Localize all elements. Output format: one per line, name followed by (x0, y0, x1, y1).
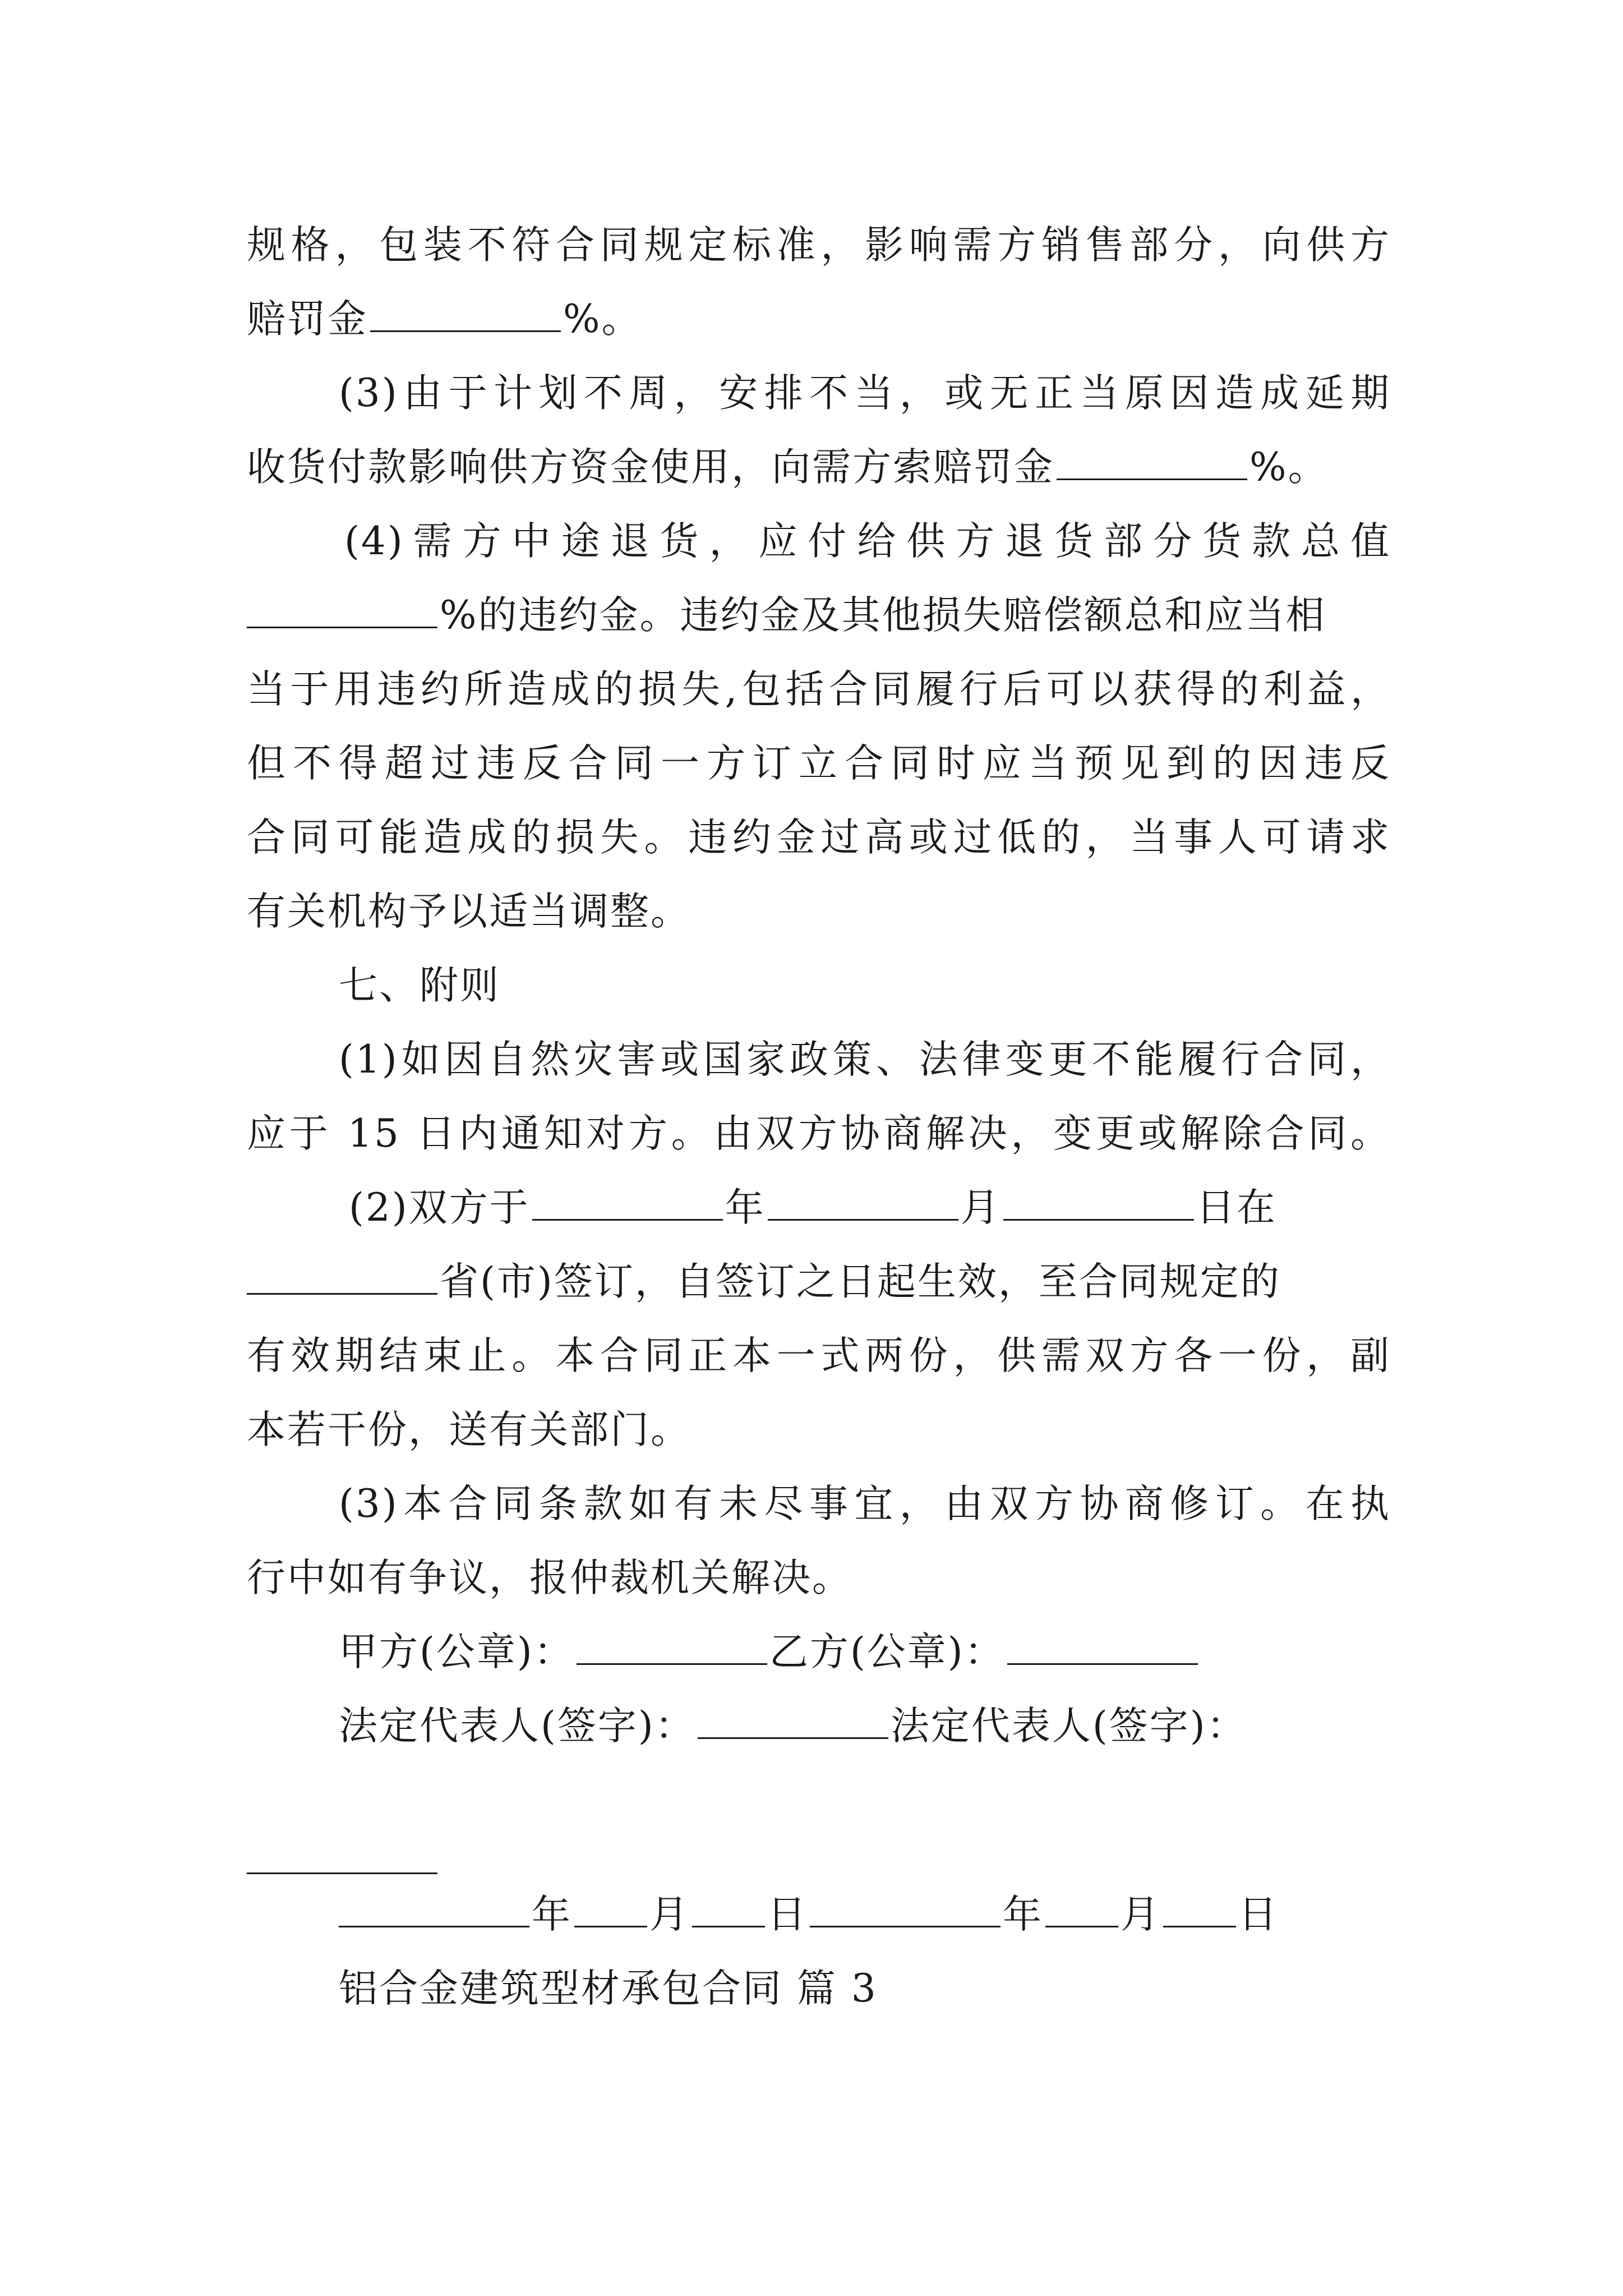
paragraph-line (247, 1553, 1391, 1603)
paragraph-line (247, 664, 1391, 715)
paragraph-line (247, 220, 1391, 270)
paragraph-line (247, 886, 1391, 937)
text: 月 (1121, 1892, 1161, 1937)
text: 年 (1003, 1892, 1043, 1937)
text: 月 (649, 1892, 690, 1937)
text: 规格，包装不符合同规定标准，影响需方销售部分，向供方 (247, 223, 1391, 268)
paragraph-line (247, 1405, 1391, 1455)
fill-in-blank (1045, 1892, 1118, 1927)
text: 当于用违约所造成的损失,包括合同履行后可以获得的利益， (247, 667, 1391, 712)
text: (1)如因自然灾害或国家政策、法律变更不能履行合同， (339, 1037, 1391, 1082)
text: (3)由于计划不周，安排不当，或无正当原因造成延期 (339, 371, 1391, 416)
fill-in-blank (698, 1704, 888, 1739)
text: 日在 (1196, 1185, 1277, 1230)
signature-line (339, 1701, 1391, 1751)
text: 合同可能造成的损失。违约金过高或过低的，当事人可请求 (247, 815, 1391, 860)
party-a-seal-label: 甲方(公章)： (339, 1630, 574, 1674)
fill-in-blank (247, 1872, 437, 1874)
text: 日 (767, 1892, 808, 1937)
paragraph-line (247, 442, 1391, 493)
text: 省(市)签订，自签订之日起生效，至合同规定的 (440, 1259, 1281, 1304)
paragraph-line (339, 368, 1391, 418)
text: 年 (532, 1892, 572, 1937)
paragraph-line (339, 1479, 1391, 1529)
signature-line (339, 1627, 1391, 1677)
date-line (339, 1889, 1391, 1940)
section-heading (339, 960, 1391, 1011)
text: %。 (1249, 445, 1329, 490)
text: (4)需方中途退货，应付给供方退货部分货款总值 (344, 519, 1391, 564)
paragraph-line (349, 1182, 1391, 1233)
text: 收货付款影响供方资金使用，向需方索赔罚金 (247, 445, 1054, 490)
fill-in-blank (577, 1630, 767, 1665)
paragraph-line (344, 516, 1391, 567)
fill-in-blank (1057, 445, 1247, 480)
fill-in-blank (247, 1259, 437, 1295)
text: 有效期结束止。本合同正本一式两份，供需双方各一份，副 (247, 1333, 1391, 1378)
paragraph-line (247, 294, 1391, 344)
text: %的违约金。违约金及其他损失赔偿额总和应当相 (440, 593, 1326, 638)
fill-in-blank (532, 1185, 723, 1221)
text: 有关机构予以适当调整。 (247, 889, 691, 934)
fill-in-blank (692, 1892, 765, 1927)
fill-in-blank (1003, 1185, 1194, 1221)
text: (3)本合同条款如有未尽事宜，由双方协商修订。在执 (339, 1481, 1391, 1526)
fill-in-blank (1007, 1630, 1198, 1665)
text: 本若干份，送有关部门。 (247, 1407, 691, 1452)
party-b-seal-label: 乙方(公章)： (769, 1630, 1005, 1674)
paragraph-line (247, 1257, 1391, 1307)
legal-rep-label: 法定代表人(签字)： (339, 1704, 695, 1749)
fill-in-blank (370, 297, 561, 332)
section-title (339, 1963, 1391, 2014)
text: 行中如有争议，报仲裁机关解决。 (247, 1556, 852, 1600)
paragraph-line (339, 1034, 1391, 1085)
fill-in-blank (810, 1892, 1000, 1927)
paragraph-line (247, 738, 1391, 789)
fill-in-blank (768, 1185, 958, 1221)
text: 月 (960, 1185, 1001, 1230)
text: 应于 15 日内通知对方。由双方协商解决，变更或解除合同。 (247, 1111, 1391, 1156)
legal-rep-label: 法定代表人(签字)： (890, 1704, 1247, 1749)
fill-in-blank (339, 1892, 529, 1927)
fill-in-blank (1163, 1892, 1236, 1927)
text: 铝合金建筑型材承包合同 篇 3 (339, 1966, 878, 2011)
text: 七、附则 (339, 963, 500, 1008)
text: 日 (1238, 1892, 1279, 1937)
fill-in-blank (247, 593, 437, 628)
paragraph-line (247, 1331, 1391, 1381)
text: (2)双方于 (349, 1185, 530, 1230)
fill-in-blank (574, 1892, 647, 1927)
paragraph-line (247, 590, 1391, 641)
text: 赔罚金 (247, 297, 368, 342)
text: %。 (563, 297, 642, 342)
paragraph-line (247, 1108, 1391, 1159)
text: 但不得超过违反合同一方订立合同时应当预见到的因违反 (247, 741, 1391, 786)
paragraph-line (247, 812, 1391, 863)
text: 年 (725, 1185, 766, 1230)
